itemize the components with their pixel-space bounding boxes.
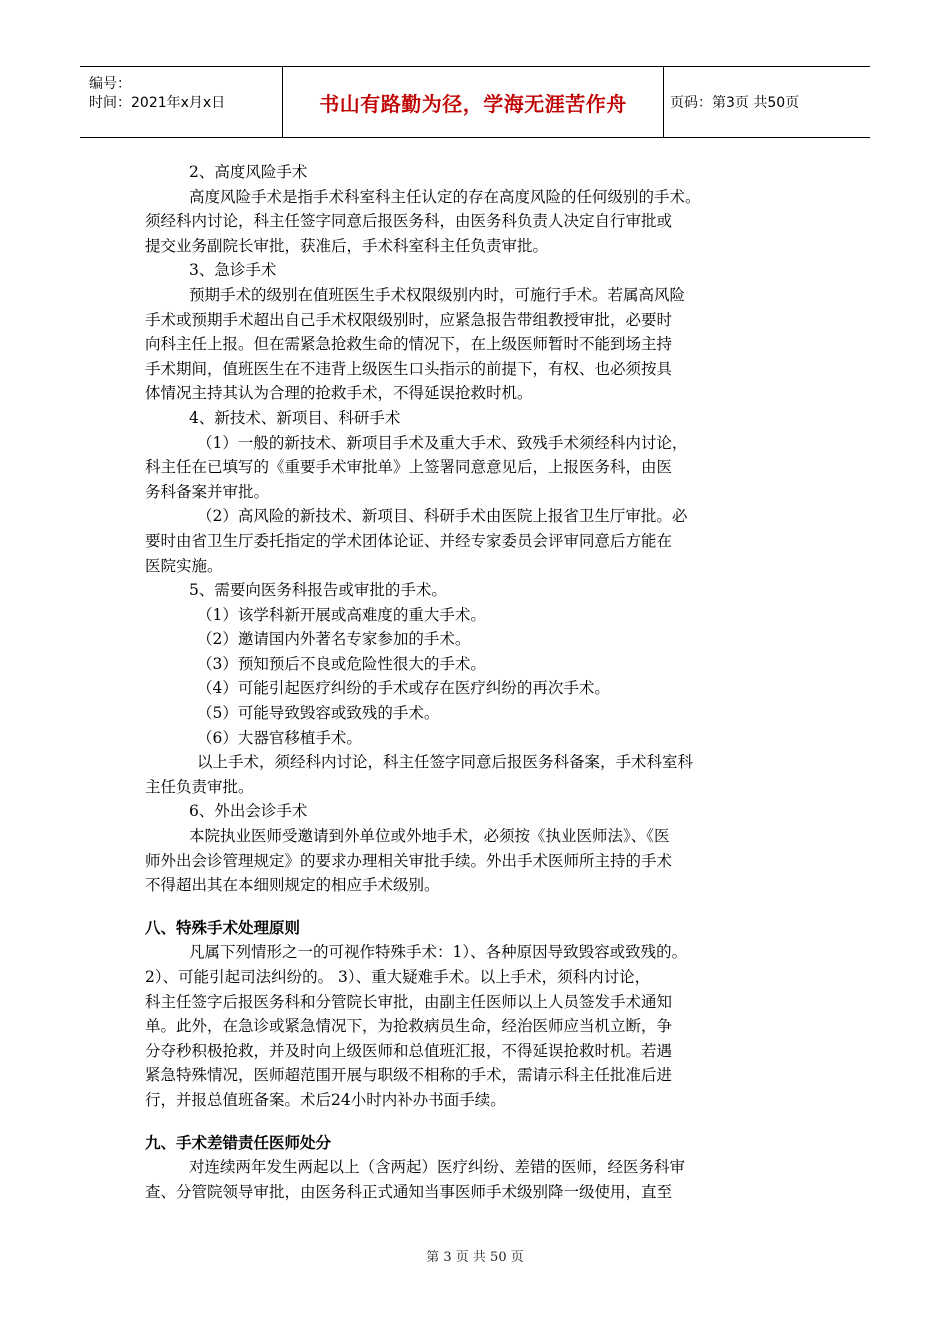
body-text-line: （4）可能引起医疗纠纷的手术或存在医疗纠纷的再次手术。: [197, 679, 610, 698]
body-text-line: 3、急诊手术: [189, 261, 277, 280]
page-header: [80, 66, 870, 138]
body-text-line: 4、新技术、新项目、科研手术: [189, 408, 401, 427]
body-text-line: 体情况主持其认为合理的抢救手术，不得延误抢救时机。: [145, 384, 533, 403]
section-gap: [145, 1113, 810, 1131]
body-text-line: （5）可能导致毁容或致残的手术。: [197, 704, 440, 723]
page-footer: 第 3 页 共 50 页: [426, 1250, 524, 1265]
document-number-label: 编号：: [89, 76, 131, 92]
header-page-number: 页码：第3页 共50页: [670, 95, 800, 111]
body-text-line: 以上手术，须经科内讨论，科主任签字同意后报医务科备案，手术科室科: [197, 753, 694, 772]
body-text-line: 要时由省卫生厅委托指定的学术团体论证、并经专家委员会评审同意后方能在: [145, 531, 673, 550]
body-text-line: 医院实施。: [145, 556, 223, 575]
header-meta-cell: [80, 67, 283, 137]
document-date-label: 时间：2021年x月x日: [89, 95, 226, 111]
body-text-line: 科主任签字后报医务科和分管院长审批，由副主任医师以上人员签发手术通知: [145, 992, 673, 1011]
body-text-line: 不得超出其在本细则规定的相应手术级别。: [145, 876, 440, 895]
body-text-line: 手术期间，值班医生在不违背上级医生口头指示的前提下，有权、也必须按具: [145, 359, 673, 378]
header-motto-cell: [283, 67, 664, 137]
document-body: [145, 160, 810, 1204]
body-text-line: 务科备案并审批。: [145, 482, 270, 501]
body-text-line: 紧急特殊情况，医师超范围开展与职级不相称的手术，需请示科主任批准后进: [145, 1066, 673, 1085]
body-text-line: 2、高度风险手术: [189, 163, 308, 181]
body-text-line: （1）该学科新开展或高难度的重大手术。: [197, 605, 486, 624]
body-text-line: （3）预知预后不良或危险性很大的手术。: [197, 654, 486, 673]
body-text-line: 手术或预期手术超出自己手术权限级别时，应紧急报告带组教授审批，必要时: [145, 310, 673, 329]
body-text-line: 预期手术的级别在值班医生手术权限级别内时，可施行手术。若属高风险: [189, 285, 686, 304]
section-gap: [145, 898, 810, 916]
body-text-line: （2）高风险的新技术、新项目、科研手术由医院上报省卫生厅审批。必: [197, 507, 688, 526]
body-text-line: 5、需要向医务科报告或审批的手术。: [189, 581, 447, 600]
body-text-line: 向科主任上报。但在需紧急抢救生命的情况下，在上级医师暂时不能到场主持: [145, 335, 673, 354]
body-text-line: 高度风险手术是指手术科室科主任认定的存在高度风险的任何级别的手术。: [189, 187, 701, 206]
body-text-line: （2）邀请国内外著名专家参加的手术。: [197, 630, 471, 649]
header-page-cell: [664, 67, 870, 137]
body-text-line: 本院执业医师受邀请到外单位或外地手术，必须按《执业医师法》、《医: [189, 827, 670, 846]
body-text-line: 行，并报总值班备案。术后24小时内补办书面手续。: [145, 1090, 506, 1109]
body-text-line: 单。此外，在急诊或紧急情况下，为抢救病员生命，经治医师应当机立断，争: [145, 1017, 673, 1036]
body-text-line: 查、分管院领导审批，由医务科正式通知当事医师手术级别降一级使用，直至: [145, 1182, 673, 1201]
body-text-line: 提交业务副院长审批，获准后，手术科室科主任负责审批。: [145, 236, 549, 255]
body-text-line: 科主任在已填写的《重要手术审批单》上签署同意意见后，上报医务科，由医: [145, 458, 673, 477]
section-heading: 八、特殊手术处理原则: [145, 918, 301, 937]
body-text-line: 师外出会诊管理规定》的要求办理相关审批手续。外出手术医师所主持的手术: [145, 851, 673, 870]
body-text-line: 分夺秒积极抢救，并及时向上级医师和总值班汇报，不得延误抢救时机。若遇: [145, 1041, 673, 1060]
body-text-line: 主任负责审批。: [145, 777, 254, 796]
body-text-line: （1）一般的新技术、新项目手术及重大手术、致残手术须经科内讨论，: [197, 433, 688, 452]
body-text-line: （6）大器官移植手术。: [197, 728, 362, 747]
body-text-line: 6、外出会诊手术: [189, 802, 308, 821]
body-text-line: 须经科内讨论，科主任签字同意后报医务科，由医务科负责人决定自行审批或: [145, 212, 673, 231]
body-text-line: 2）、可能引起司法纠纷的。 3）、重大疑难手术。以上手术，须科内讨论，: [145, 968, 651, 986]
header-motto: 书山有路勤为径，学海无涯苦作舟: [319, 91, 627, 116]
section-heading: 九、手术差错责任医师处分: [145, 1133, 332, 1152]
body-text-line: 凡属下列情形之一的可视作特殊手术：1）、各种原因导致毁容或致残的。: [189, 943, 688, 962]
body-text-line: 对连续两年发生两起以上（含两起）医疗纠纷、差错的医师，经医务科审: [189, 1158, 686, 1177]
